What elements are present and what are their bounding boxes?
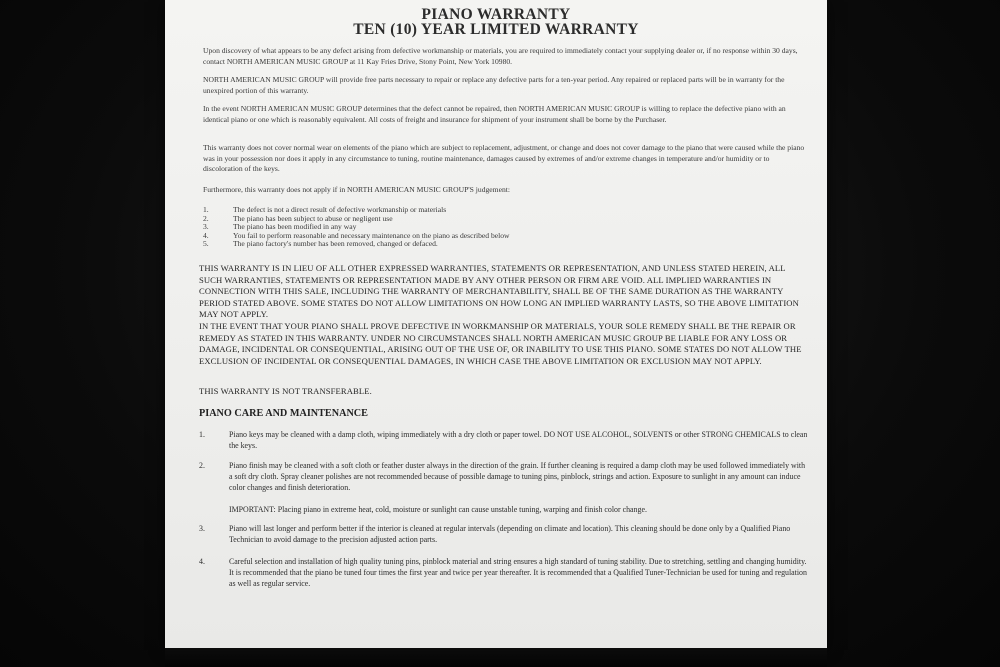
list-item-number: 1. xyxy=(203,205,209,214)
list-item-number: 3. xyxy=(203,222,209,231)
care-item-text: Piano will last longer and perform better if the interior is cleaned at regular intervals (depending on climate and location). This cleaning should be done only by a Qualified Piano Technician to avoid damage to the precision adjusted action parts. xyxy=(229,524,791,544)
desk-surface xyxy=(165,648,827,667)
paragraph-replacement: In the event NORTH AMERICAN MUSIC GROUP determines that the defect cannot be repaired, then NORTH AMERICAN MUSIC GROUP is willing to replace the defective piano with an identical piano or one which is reasonably equivalent. All costs of freight and insurance for shipment of your instrument shall be borne by the Purchaser. xyxy=(203,104,786,124)
care-item xyxy=(199,557,809,589)
care-section-title: PIANO CARE AND MAINTENANCE xyxy=(199,408,368,419)
list-item-number: 4. xyxy=(203,230,209,240)
care-item-text: Piano finish may be cleaned with a soft cloth or feather duster always in the direction of the grain. If further cleaning is required a damp cloth may be used followed immediately with a soft dry cloth. Spray cleaner polishes are not recommended because of possible damage to tuning pins, pinblock, strings and action. Exposure to sunlight in any amount can induce color changes and finish deterioration. xyxy=(229,461,806,492)
care-item-number: 1. xyxy=(199,430,205,439)
paragraph-sole-remedy: IN THE EVENT THAT YOUR PIANO SHALL PROVE DEFECTIVE IN WORKMANSHIP OR MATERIALS, YOUR SOLE REMEDY SHALL BE THE REPAIR OR REMEDY AS STATED IN THIS WARRANTY. UNDER NO CIRCUMSTANCES SHALL NORTH AMERICAN MUSIC GROUP BE LIABLE FOR ANY LOSS OR DAMAGE, INCIDENTAL OR CONSEQUENTIAL, ARISING OUT OF THE USE OF, OR INABILITY TO USE THIS PIANO. SOME STATES DO NOT ALLOW THE EXCLUSION OF INCIDENTAL OR CONSEQUENTIAL DAMAGES, IN WHICH CASE THE ABOVE LIMITATION OR EXCLUSION MAY NOT APPLY. xyxy=(199,321,802,366)
warranty-document xyxy=(165,0,827,648)
care-item-number: 3. xyxy=(199,524,205,533)
list-item-text: The piano has been subject to abuse or negligent use xyxy=(233,213,393,223)
paragraph-defect-contact: Upon discovery of what appears to be any defect arising from defective workmanship or materials, you are required to immediately contact your supplying dealer or, if no response within 30 days, contact NORTH AMERICAN MUSIC GROUP at 11 Kay Fries Drive, Stony Point, New York 10980. xyxy=(203,46,798,66)
document-subtitle: TEN (10) YEAR LIMITED WARRANTY xyxy=(353,21,639,38)
important-note: IMPORTANT: Placing piano in extreme heat, cold, moisture or sunlight can cause unstable tuning, warping and finish color change. xyxy=(229,505,647,514)
exclusion-list xyxy=(203,206,805,249)
care-item xyxy=(199,524,809,546)
paragraph-free-parts: NORTH AMERICAN MUSIC GROUP will provide free parts necessary to repair or replace any defective parts for a ten-year period. Any repaired or replaced parts will be in warranty for the unexpired portion of this warranty. xyxy=(203,75,785,95)
list-item-text: The piano has been modified in any way xyxy=(233,222,357,231)
list-item-number: 2. xyxy=(203,213,209,223)
care-item-text: Careful selection and installation of high quality tuning pins, pinblock material and string ensures a high standard of tuning stability. Due to stretching, settling and changing humidity. It is recommended that the piano be tuned four times the first year and twice per year thereafter. It is recommended that a Qualified Tuner-Technician be used for tuning and regulation as well as regular service. xyxy=(229,557,807,588)
list-item-text: You fail to perform reasonable and necessary maintenance on the piano as described below xyxy=(233,230,510,240)
list-item-text: The piano factory's number has been removed, changed or defaced. xyxy=(233,239,438,248)
care-item xyxy=(199,461,809,493)
paragraph-coverage-exclusions: This warranty does not cover normal wear on elements of the piano which are subject to replacement, adjustment, or change and does not cover damage to the piano that were caused while the piano was in your possession nor does it apply in any circumstance to tuning, routine maintenance, damages caused by extremes of and/or extreme changes in temperature and/or humidity or to discoloration of the keys. xyxy=(203,143,805,174)
paragraph-not-transferable: THIS WARRANTY IS NOT TRANSFERABLE. xyxy=(199,386,372,396)
list-item-number: 5. xyxy=(203,239,209,248)
care-item-number: 4. xyxy=(199,557,205,566)
document-title: PIANO WARRANTY xyxy=(421,6,571,23)
paragraph-judgement: Furthermore, this warranty does not apply if in NORTH AMERICAN MUSIC GROUP'S judgement: xyxy=(203,185,510,194)
list-item-text: The defect is not a direct result of defective workmanship or materials xyxy=(233,205,447,214)
list-item xyxy=(203,240,805,249)
care-item-text: Piano keys may be cleaned with a damp cloth, wiping immediately with a dry cloth or paper towel. DO NOT USE ALCOHOL, SOLVENTS or other STRONG CHEMICALS to clean the keys. xyxy=(229,430,808,450)
care-item-number: 2. xyxy=(199,461,205,470)
care-item xyxy=(199,430,809,452)
paragraph-lieu-of-warranties: THIS WARRANTY IS IN LIEU OF ALL OTHER EXPRESSED WARRANTIES, STATEMENTS OR REPRESENTATION, AND UNLESS STATED HEREIN, ALL SUCH WARRANTIES, STATEMENTS OR REPRESENTATION MADE BY ANY OTHER PERSON OR FIRM ARE VOID. ALL IMPLIED WARRANTIES IN CONNECTION WITH THIS SALE, INCLUDING THE WARRANTY OF MERCHANTABILITY, SHALL BE OF THE SAME DURATION AS THE WARRANTY PERIOD STATED ABOVE. SOME STATES DO NOT ALLOW LIMITATIONS ON HOW LONG AN IMPLIED WARRANTY LASTS, SO THE ABOVE LIMITATION MAY NOT APPLY. xyxy=(199,263,799,320)
